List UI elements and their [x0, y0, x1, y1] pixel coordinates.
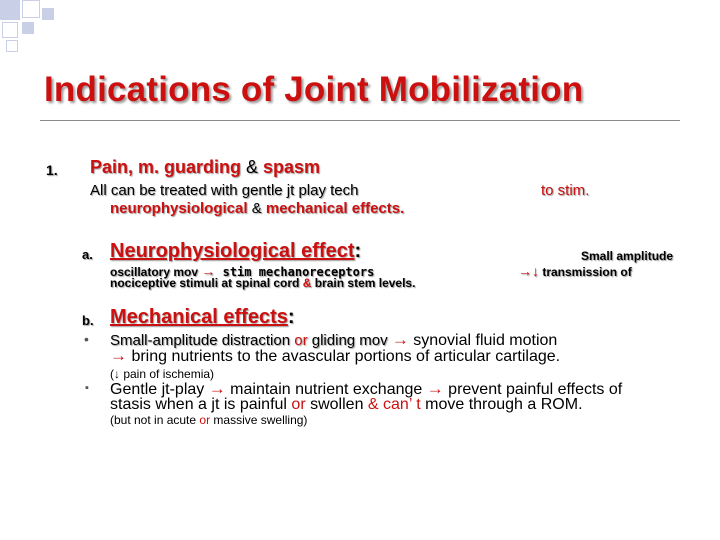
item-line2-amp: & — [251, 200, 262, 217]
arrow-right-icon: → — [110, 346, 127, 365]
item-line2 — [110, 200, 404, 217]
corner-square — [22, 22, 34, 34]
corner-square — [42, 8, 54, 20]
item-line1-right — [541, 182, 589, 199]
arrow-right-icon: → — [201, 263, 216, 279]
corner-square — [6, 40, 18, 52]
bullet1-part2: gliding mov — [307, 332, 392, 349]
bullet2-part2: maintain nutrient exchange — [225, 381, 427, 398]
subitem-b-heading-text: Mechanical effects — [110, 306, 288, 328]
bullet2-line2-cant: can’ t — [378, 396, 421, 413]
subitem-a-colon: : — [354, 240, 362, 262]
bullet2-line2-part1: stasis when a jt is painful — [110, 396, 292, 413]
item-heading-part2: spasm — [258, 157, 321, 177]
bullet1-part3: synovial fluid motion — [408, 332, 558, 349]
arrow-right-icon: → — [391, 330, 409, 349]
item-line2-part1: neurophysiological — [110, 200, 252, 217]
bullet2-part3: prevent painful effects of — [443, 381, 623, 398]
subitem-a-line2-amp: & — [302, 276, 312, 290]
subitem-a-right-line1: Small amplitude — [581, 249, 674, 263]
subitem-a-marker: a. — [82, 247, 93, 262]
bullet1-line2-text: bring nutrients to the avascular portions of articular cartilage. — [127, 348, 561, 365]
bullet2-line3-or: or — [199, 413, 211, 427]
title-divider — [40, 120, 680, 121]
corner-square — [2, 22, 18, 38]
item-line1: All can be treated with gentle jt play tech — [90, 182, 359, 199]
subitem-b-marker: b. — [82, 313, 94, 328]
bullet1-line3: (↓ pain of ischemia) — [110, 367, 215, 381]
subitem-a-line2-part1: nociceptive stimuli at spinal cord — [110, 276, 303, 290]
item-line2-part2: mechanical effects. — [261, 200, 405, 217]
corner-square — [0, 0, 20, 20]
item-heading — [90, 157, 320, 178]
bullet2-line2-part3: move through a ROM. — [420, 396, 583, 413]
item-heading-amp: & — [246, 157, 259, 177]
subitem-a-right-line2-text: transmission of — [539, 265, 632, 279]
bullet-icon: • — [84, 331, 89, 347]
subitem-a-line1-part1: oscillatory mov — [110, 265, 202, 279]
subitem-a-heading-text: Neurophysiological effect — [110, 240, 355, 262]
item-number: 1. — [46, 162, 58, 178]
item-line1-right-text: to stim. — [541, 182, 590, 199]
bullet2-line2 — [110, 396, 583, 414]
subitem-a-right-line2 — [518, 263, 632, 279]
bullet1-part1: Small-amplitude distraction — [110, 332, 295, 349]
corner-square — [22, 0, 40, 18]
bullet2-line2-part2: swollen — [305, 396, 368, 413]
bullet2-line3 — [110, 413, 307, 427]
subitem-b-heading — [110, 306, 295, 329]
subitem-a-heading — [110, 240, 361, 263]
subitem-a-line2 — [110, 276, 415, 290]
square-bullet-icon: ▪ — [85, 382, 89, 394]
arrow-right-icon: → — [426, 379, 444, 398]
item-heading-part1: Pain, m. guarding — [90, 157, 247, 177]
bullet1-or: or — [294, 332, 308, 349]
subitem-a-line1-part2: stim mechanoreceptors — [215, 265, 375, 279]
subitem-b-colon: : — [287, 306, 295, 328]
bullet2-line2-amp: & — [367, 396, 379, 413]
bullet2-line3-part1: (but not in acute — [110, 413, 200, 427]
bullet2-part1: Gentle jt-play — [110, 381, 209, 398]
arrow-right-icon: → — [208, 379, 226, 398]
bullet2-line3-part2: massive swelling) — [210, 413, 308, 427]
arrow-down-icon: ↓ — [532, 263, 539, 279]
bullet2-line2-or: or — [291, 396, 306, 413]
slide-title: Indications of Joint Mobilization — [44, 70, 584, 109]
arrow-right-icon: → — [518, 263, 532, 279]
subitem-a-line2-part2: brain stem levels. — [311, 276, 416, 290]
bullet1-line2 — [110, 346, 560, 366]
